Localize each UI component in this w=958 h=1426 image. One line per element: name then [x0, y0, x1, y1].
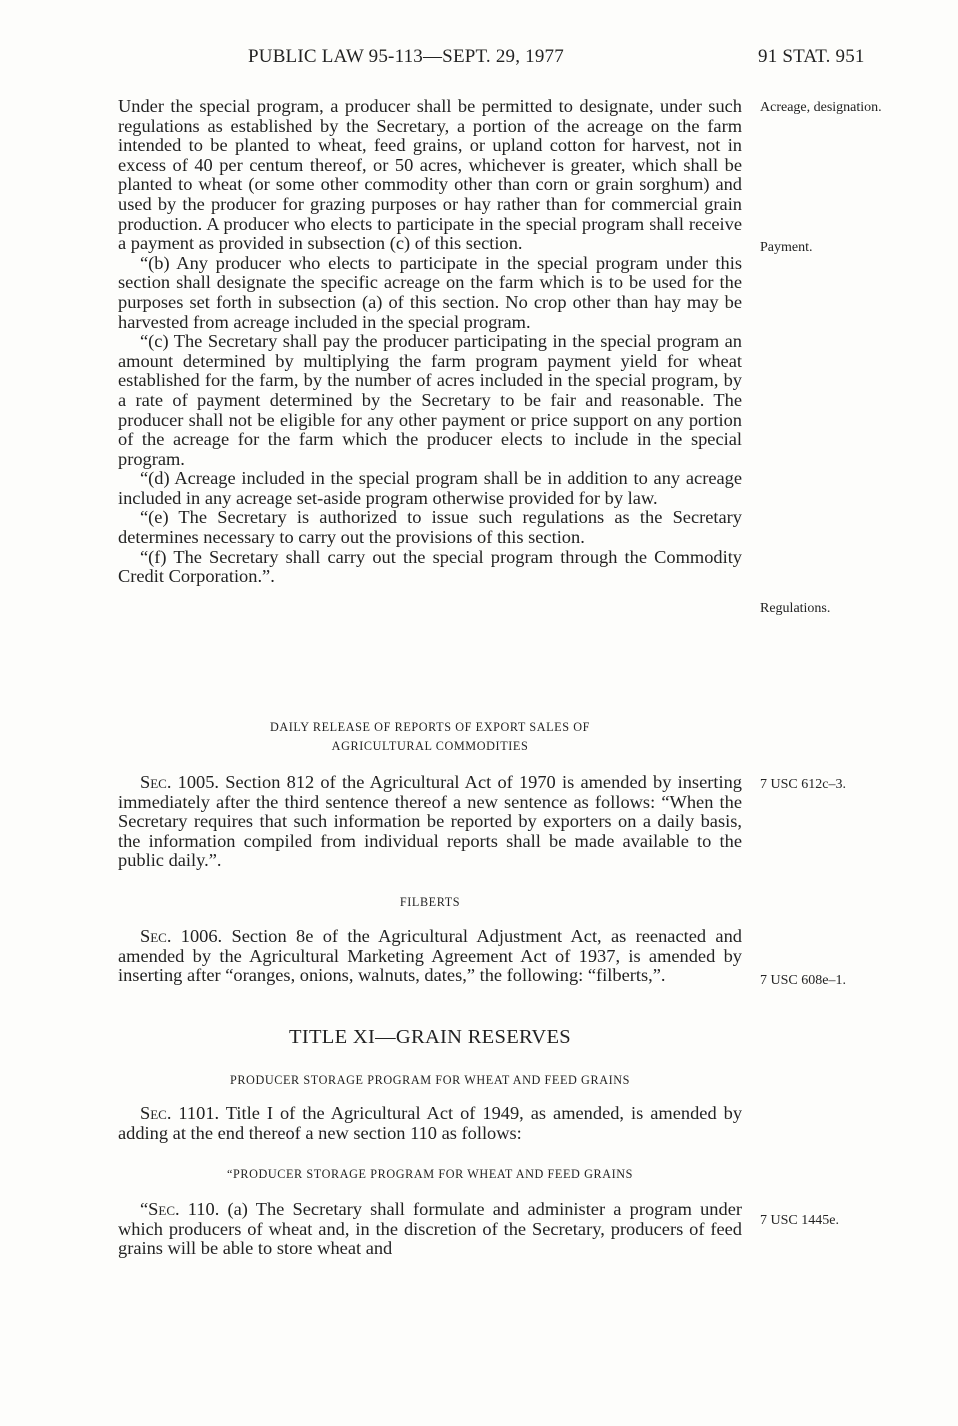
title-xi-heading: TITLE XI—GRAIN RESERVES [289, 1026, 571, 1048]
paragraph-f: “(f) The Secretary shall carry out the special program through the Commodity Credit Corporation.”. [118, 546, 742, 587]
running-header: PUBLIC LAW 95-113—SEPT. 29, 1977 [248, 46, 564, 67]
section-1005 [118, 773, 742, 871]
margin-note-usc-612: 7 USC 612c–3. [760, 777, 846, 792]
paragraph-c: “(c) The Secretary shall pay the producer participating in the special program an amount determined by multiplying the farm program payment yield for wheat established for the farm, by the number of acres included in the special program, by a rate of payment determined by the Secretary to be fair and reasonable. The producer shall not be eligible for any other payment or price support on any portion of the acreage for the farm which the producer elects to include in the special program. [118, 331, 742, 469]
section-1101-text: Title I of the Agricultural Act of 1949, as amended, is amended by adding at the end thereof a new section 110 as follows: [118, 1103, 743, 1143]
section-1101-label: Sec. 1101. [140, 1103, 220, 1123]
paragraph-e: “(e) The Secretary is authorized to issue such regulations as the Secretary determines necessary to carry out the provisions of this section. [118, 507, 742, 548]
margin-note-usc-608: 7 USC 608e–1. [760, 973, 846, 988]
section-1005-text: Section 812 of the Agricultural Act of 1970 is amended by inserting immediately after the third sentence thereof a new sentence as follows: “When the Secretary requires that such information be reported by exporters on a daily basis, the information compiled from individual reports shall be made available to the public daily.”. [118, 772, 742, 871]
paragraph-b: “(b) Any producer who elects to participate in the special program under this section shall designate the specific acreage on the farm which is to be used for the purposes set forth in subsection (a) of this section. No crop other than hay may be harvested from acreage included in the special program. [118, 252, 742, 332]
heading-filberts: FILBERTS [399, 895, 461, 909]
margin-note-acreage: Acreage, designation. [760, 100, 882, 115]
section-110 [118, 1200, 742, 1259]
paragraph-a-continued: Under the special program, a producer shall be permitted to designate, under such regulations as established by the Secretary, a portion of the acreage on the farm intended to be planted to wheat, feed grains, or upland cotton for harvest, not in excess of 40 per centum thereof, or 50 acres, whichever is greater, which shall be planted to wheat (or some other commodity other than corn or grain sorghum) and used by the producer for grazing purposes or hay rather than for commercial grain production. A producer who elects to participate in the special program shall receive a payment as provided in subsection (c) of this section. [118, 96, 742, 254]
heading-daily-release: DAILY RELEASE OF REPORTS OF EXPORT SALES OF AGRICULTURAL COMMODITIES [269, 720, 591, 753]
section-1006-text: Section 8e of the Agricultural Adjustment Act, as reenacted and amended by the Agricultural Marketing Agreement Act of 1937, is amended by inserting after “oranges, onions, walnuts, dates,” the following: “filberts,”. [118, 926, 742, 986]
special-program-text [118, 97, 742, 587]
paragraph-d: “(d) Acreage included in the special program shall be in addition to any acreage included in any acreage set-aside program otherwise provided for by law. [118, 468, 742, 508]
section-1006-label: Sec. 1006. [140, 926, 223, 946]
heading-producer-storage-quoted: “PRODUCER STORAGE PROGRAM FOR WHEAT AND FEED GRAINS [226, 1167, 634, 1181]
section-1005-label: Sec. 1005. [140, 772, 220, 792]
margin-note-regulations: Regulations. [760, 601, 831, 616]
page-citation: 91 STAT. 951 [758, 46, 865, 67]
section-110-text: (a) The Secretary shall formulate and administer a program under which producers of wheat and, in the discretion of the Secretary, producers of feed grains will be able to store wheat and [118, 1199, 742, 1259]
margin-note-usc-1445: 7 USC 1445e. [760, 1213, 839, 1228]
section-1006 [118, 927, 742, 986]
section-1101 [118, 1104, 742, 1143]
heading-producer-storage: PRODUCER STORAGE PROGRAM FOR WHEAT AND FEED GRAINS [229, 1073, 631, 1087]
section-110-label: “Sec. 110. [140, 1199, 220, 1219]
margin-note-payment: Payment. [760, 240, 813, 255]
